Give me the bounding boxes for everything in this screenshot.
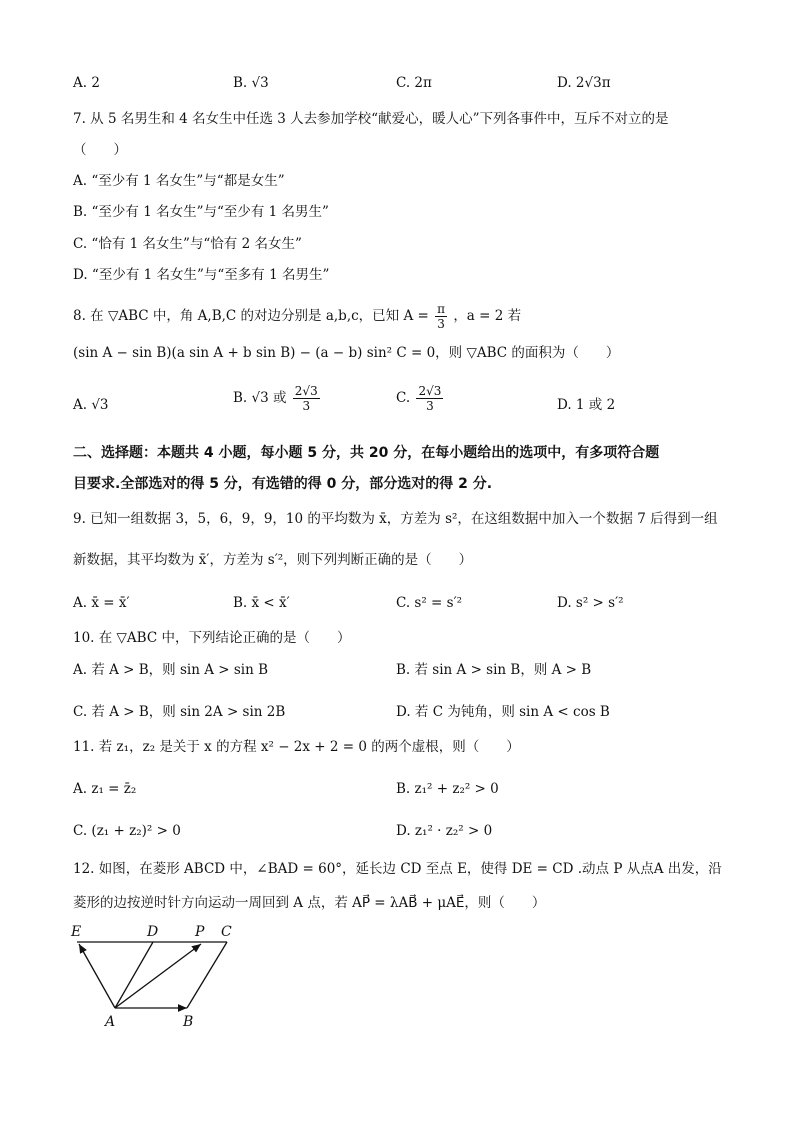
q8-option-b-prefix: B. √3 或 — [233, 390, 287, 406]
q8-frac-num: π — [437, 302, 446, 316]
q11-option-b: B. z₁² + z₂² > 0 — [396, 781, 499, 797]
label-p: P — [195, 924, 205, 940]
q7-paren: （ ） — [73, 142, 127, 158]
q8-option-c — [396, 384, 445, 413]
label-d: D — [147, 924, 159, 940]
q10-option-d: D. 若 C 为钝角，则 sin A < cos B — [396, 704, 610, 720]
q8-option-c-den: 3 — [426, 399, 434, 413]
section-2-heading-line1: 二、选择题：本题共 4 小题，每小题 5 分，共 20 分，在每小题给出的选项中，有多项符合题 — [73, 445, 660, 461]
q7-stem: 7. 从 5 名男生和 4 名女生中任选 3 人去参加学校“献爱心，暖人心”下列各事件中，互斥不对立的是 — [73, 111, 669, 127]
vector-ae — [79, 944, 115, 1008]
q9-line1: 9. 已知一组数据 3，5，6，9，9，10 的平均数为 x̄，方差为 s²，在这组数据中加入一个数据 7 后得到一组 — [73, 511, 718, 527]
q9-option-b: B. x̄ < x̄′ — [233, 595, 290, 611]
q7-option-b: B. “至少有 1 名女生”与“至少有 1 名男生” — [73, 204, 329, 220]
q9-line2: 新数据，其平均数为 x̄′，方差为 s′²，则下列判断正确的是（ ） — [73, 552, 473, 568]
q12-line1: 12. 如图，在菱形 ABCD 中，∠BAD = 60°，延长边 CD 至点 E，使得 DE = CD .动点 P 从点A 出发，沿 — [73, 861, 722, 877]
q8-option-b-fraction — [293, 384, 320, 413]
q8-option-c-fraction — [416, 384, 443, 413]
q12-line2: 菱形的边按逆时针方向运动一周回到 A 点，若 AP⃗ = λAB⃗ + μAE⃗，则（ ） — [73, 895, 546, 911]
q8-option-c-prefix: C. — [396, 390, 411, 406]
q8-equation-line: (sin A − sin B)(a sin A + b sin B) − (a − b) sin² C = 0，则 ▽ABC 的面积为（ ） — [73, 345, 620, 361]
q9-option-a: A. x̄ = x̄′ — [73, 595, 130, 611]
q8-option-b — [233, 384, 322, 413]
q11-option-d: D. z₁² · z₂² > 0 — [396, 823, 493, 839]
q8-stem-part-b: ，a = 2 若 — [453, 308, 522, 324]
q8-option-b-num: 2√3 — [294, 384, 318, 398]
q8-frac-den: 3 — [437, 317, 445, 331]
q11-stem: 11. 若 z₁，z₂ 是关于 x 的方程 x² − 2x + 2 = 0 的两个虚根，则（ ） — [73, 739, 520, 755]
q8-stem-part-a: 8. 在 ▽ABC 中，角 A,B,C 的对边分别是 a,b,c，已知 A = — [73, 308, 429, 324]
q11-option-c: C. (z₁ + z₂)² > 0 — [73, 823, 181, 839]
q8-option-a: A. √3 — [73, 397, 109, 413]
q6-option-b: B. √3 — [233, 75, 269, 91]
segment-ad — [115, 942, 153, 1008]
q8-stem — [73, 302, 521, 331]
q7-option-a: A. “至少有 1 名女生”与“都是女生” — [73, 173, 285, 189]
q7-option-d: D. “至少有 1 名女生”与“至多有 1 名男生” — [73, 267, 330, 283]
label-b: B — [183, 1014, 194, 1030]
q8-option-c-num: 2√3 — [418, 384, 442, 398]
q6-option-c: C. 2π — [396, 75, 432, 91]
q9-option-c: C. s² = s′² — [396, 595, 463, 611]
q8-option-b-den: 3 — [302, 399, 311, 413]
label-e: E — [71, 924, 82, 940]
q8-angle-fraction — [435, 302, 447, 331]
edge-cb — [187, 942, 227, 1008]
q6-option-d: D. 2√3π — [557, 75, 611, 91]
q10-option-c: C. 若 A > B，则 sin 2A > sin 2B — [73, 704, 286, 720]
q10-option-a: A. 若 A > B，则 sin A > sin B — [73, 662, 269, 678]
section-2-heading-line2: 目要求.全部选对的得 5 分，有选错的得 0 分，部分选对的得 2 分. — [73, 476, 493, 492]
q6-option-a: A. 2 — [73, 75, 100, 91]
q11-option-a: A. z₁ = z̄₂ — [73, 781, 137, 797]
q7-option-c: C. “恰有 1 名女生”与“恰有 2 名女生” — [73, 236, 302, 252]
label-a: A — [105, 1014, 116, 1030]
label-c: C — [221, 924, 232, 940]
q9-option-d: D. s² > s′² — [557, 595, 624, 611]
q8-option-d: D. 1 或 2 — [557, 397, 616, 413]
vector-ap — [115, 944, 201, 1008]
q10-option-b: B. 若 sin A > sin B，则 A > B — [396, 662, 592, 678]
rhombus-figure — [65, 920, 245, 1035]
q10-stem: 10. 在 ▽ABC 中，下列结论正确的是（ ） — [73, 630, 351, 646]
